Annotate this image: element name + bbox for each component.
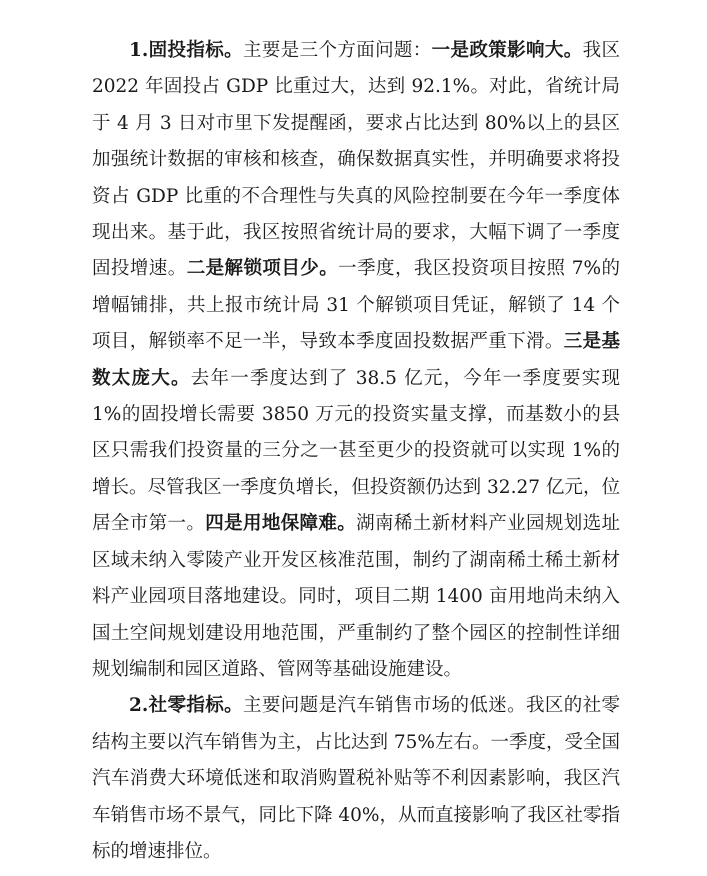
body-text: 一季度，我区投资项目按照 7%的增幅铺排，共上报市统计局 31 个解锁项目凭证，解锁了 14 个项目，解锁率不足一半，导致本季度固投数据严重下滑。 bbox=[92, 258, 620, 353]
paragraph-retail-sales bbox=[92, 688, 620, 870]
paragraph-heading: 2.社零指标。 bbox=[129, 695, 244, 717]
paragraph-fixed-investment bbox=[92, 33, 620, 688]
point-one-policy-impact: 一是政策影响大。 bbox=[431, 40, 583, 61]
point-two-unlock-projects: 二是解锁项目少。 bbox=[186, 258, 339, 280]
intro-text: 主要是三个方面问题： bbox=[243, 40, 432, 61]
point-three-large-base: 三是基数太庞大。 bbox=[92, 331, 620, 389]
body-text: 主要问题是汽车销售市场的低迷。我区的社零结构主要以汽车销售为主，占比达到 75%左右。一季度，受全国汽车消费大环境低迷和取消购置税补贴等不利因素影响，我区汽车销售市场不景气，同比下降 40%，从而直接影响了我区社零指标的增速排位。 bbox=[92, 695, 621, 862]
body-text: 湖南稀土新材料产业园规划选址区域未纳入零陵产业开发区核准范围，制约了湖南稀土稀土新材料产业园项目落地建设。同时，项目二期 1400 亩用地尚未纳入国土空间规划建设用地范围，严重制约了整个园区的控制性详细规划编制和园区道路、管网等基础设施建设。 bbox=[92, 513, 620, 680]
point-four-land-guarantee: 四是用地保障难。 bbox=[205, 513, 357, 535]
document-page bbox=[92, 33, 620, 870]
body-text: 去年一季度达到了 38.5 亿元，今年一季度要实现 1%的固投增长需要 3850 万元的投资实量支撑，而基数小的县区只需我们投资量的三分之一甚至更少的投资就可以实现 1%的增长。尽管我区一季度负增长，但投资额仍达到 32.27 亿元，位居全市第一。 bbox=[92, 367, 620, 535]
paragraph-heading: 1.固投指标。 bbox=[129, 40, 244, 61]
body-text: 我区 2022 年固投占 GDP 比重过大，达到 92.1%。对此，省统计局于 4 月 3 日对市里下发提醒函，要求占比达到 80%以上的县区加强统计数据的审核和核查，确保数据真实性，并明确要求将投资占 GDP 比重的不合理性与失真的风险控制要在今年一季度体现出来。基于此，我区按照省统计局的要求，大幅下调了一季度固投增速。 bbox=[92, 40, 620, 280]
